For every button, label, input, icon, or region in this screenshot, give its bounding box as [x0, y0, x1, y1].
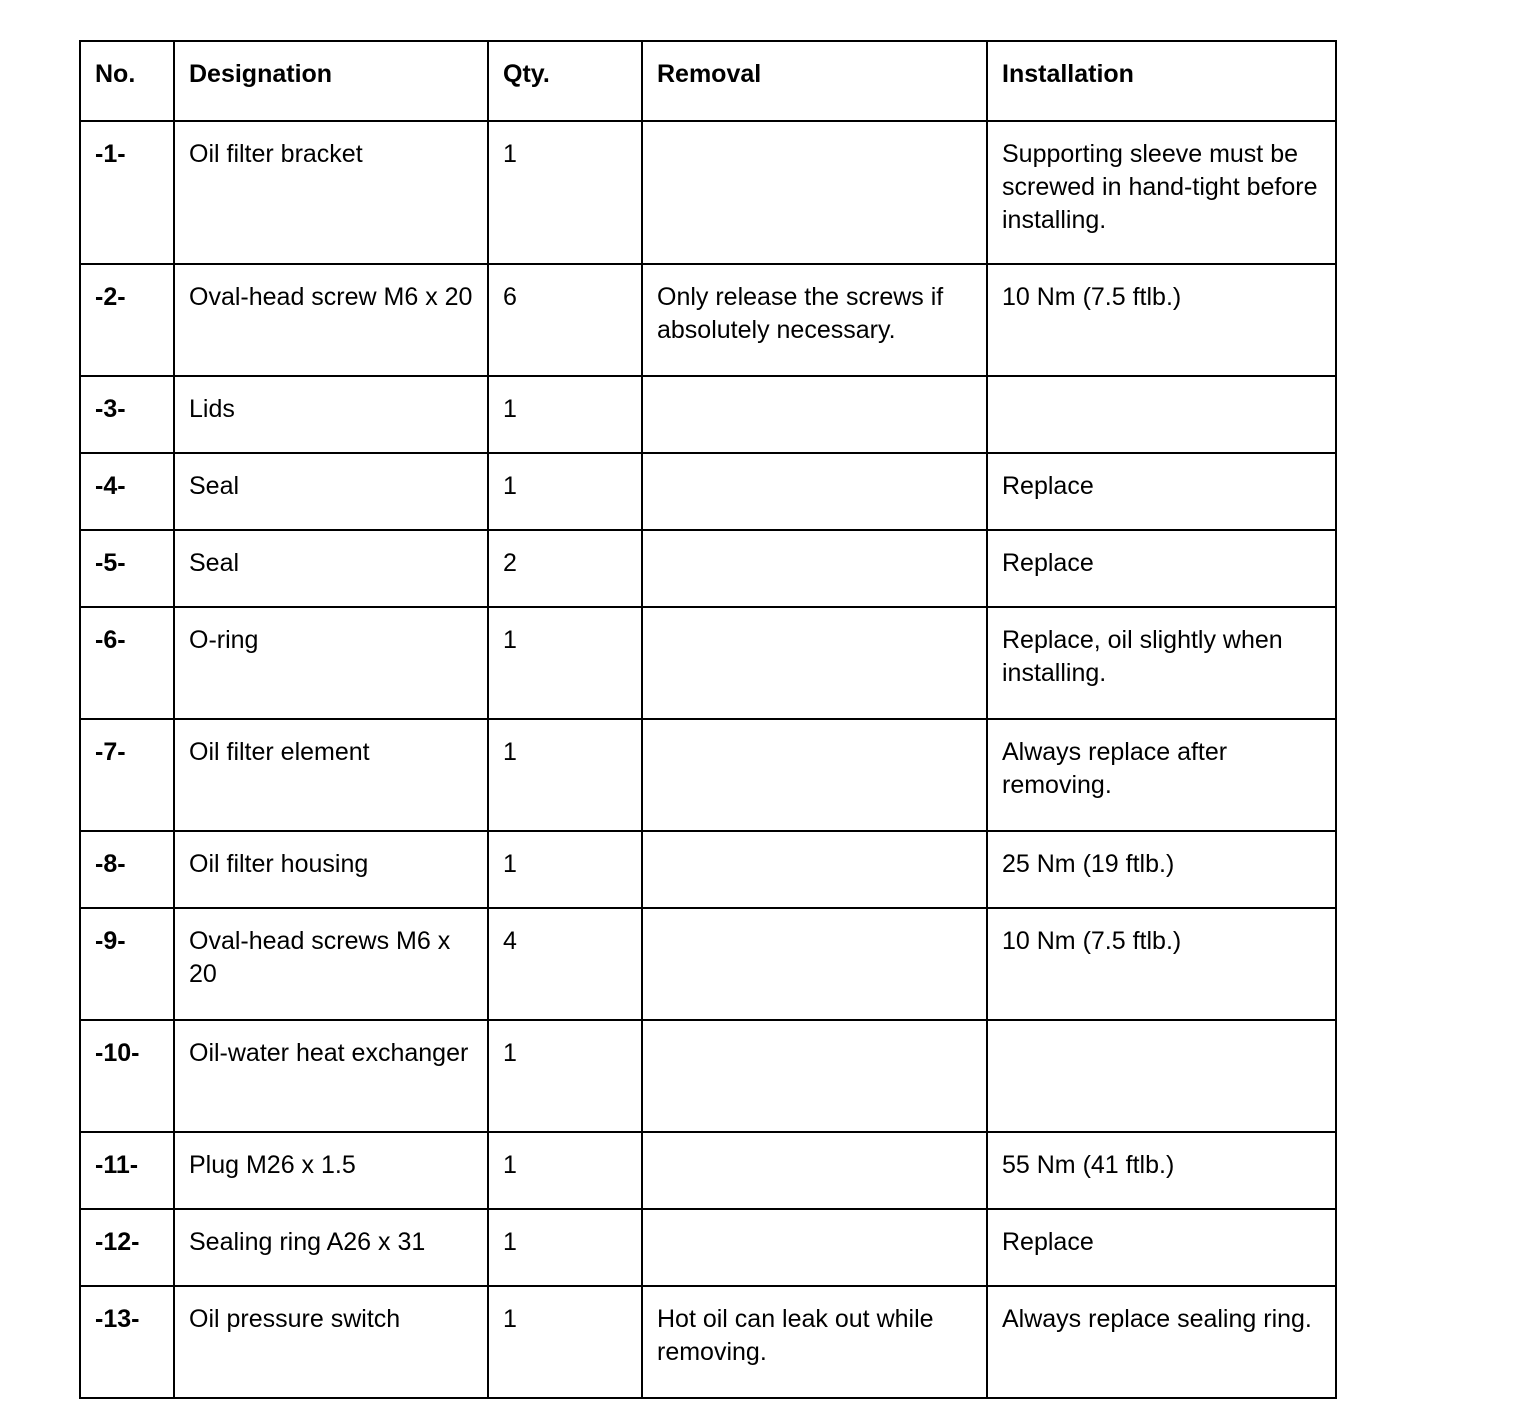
cell-removal: [642, 831, 987, 908]
cell-no: -10-: [80, 1020, 174, 1132]
header-designation: Designation: [174, 41, 488, 121]
cell-no: -4-: [80, 453, 174, 530]
cell-installation: [987, 376, 1336, 453]
cell-installation: Replace: [987, 1209, 1336, 1286]
header-removal: Removal: [642, 41, 987, 121]
table-row: [80, 908, 1336, 1020]
cell-installation: Always replace after removing.: [987, 719, 1336, 831]
cell-qty: 1: [488, 607, 642, 719]
cell-designation: Oval-head screw M6 x 20: [174, 264, 488, 376]
cell-no: -3-: [80, 376, 174, 453]
cell-removal: [642, 607, 987, 719]
table-row: [80, 376, 1336, 453]
table-row: [80, 1209, 1336, 1286]
cell-qty: 1: [488, 1286, 642, 1398]
cell-no: -8-: [80, 831, 174, 908]
cell-installation: 10 Nm (7.5 ftlb.): [987, 264, 1336, 376]
table-row: [80, 1132, 1336, 1209]
cell-qty: 2: [488, 530, 642, 607]
table-row: [80, 264, 1336, 376]
cell-designation: Oil filter bracket: [174, 121, 488, 264]
table-row: [80, 1286, 1336, 1398]
cell-no: -6-: [80, 607, 174, 719]
cell-no: -2-: [80, 264, 174, 376]
cell-installation: Replace, oil slightly when installing.: [987, 607, 1336, 719]
cell-designation: Lids: [174, 376, 488, 453]
header-qty: Qty.: [488, 41, 642, 121]
cell-designation: Oil filter housing: [174, 831, 488, 908]
cell-designation: Oil pressure switch: [174, 1286, 488, 1398]
cell-qty: 1: [488, 121, 642, 264]
cell-qty: 6: [488, 264, 642, 376]
cell-qty: 1: [488, 1209, 642, 1286]
header-row: [80, 41, 1336, 121]
cell-designation: Seal: [174, 530, 488, 607]
cell-no: -9-: [80, 908, 174, 1020]
parts-table: [79, 40, 1337, 1399]
cell-designation: Seal: [174, 453, 488, 530]
cell-qty: 1: [488, 719, 642, 831]
cell-qty: 1: [488, 831, 642, 908]
cell-designation: Oil filter element: [174, 719, 488, 831]
cell-installation: Replace: [987, 530, 1336, 607]
cell-removal: [642, 1209, 987, 1286]
cell-qty: 1: [488, 1132, 642, 1209]
cell-no: -7-: [80, 719, 174, 831]
cell-qty: 1: [488, 376, 642, 453]
cell-no: -5-: [80, 530, 174, 607]
cell-designation: O-ring: [174, 607, 488, 719]
table-row: [80, 121, 1336, 264]
cell-removal: Only release the screws if absolutely necessary.: [642, 264, 987, 376]
cell-removal: [642, 1132, 987, 1209]
table-row: [80, 1020, 1336, 1132]
cell-qty: 1: [488, 1020, 642, 1132]
cell-removal: [642, 719, 987, 831]
cell-designation: Sealing ring A26 x 31: [174, 1209, 488, 1286]
cell-removal: Hot oil can leak out while removing.: [642, 1286, 987, 1398]
table-row: [80, 607, 1336, 719]
cell-removal: [642, 1020, 987, 1132]
table-row: [80, 530, 1336, 607]
cell-qty: 4: [488, 908, 642, 1020]
cell-no: -11-: [80, 1132, 174, 1209]
cell-qty: 1: [488, 453, 642, 530]
cell-installation: [987, 1020, 1336, 1132]
cell-removal: [642, 121, 987, 264]
cell-designation: Plug M26 x 1.5: [174, 1132, 488, 1209]
cell-installation: 55 Nm (41 ftlb.): [987, 1132, 1336, 1209]
header-no: No.: [80, 41, 174, 121]
cell-no: -13-: [80, 1286, 174, 1398]
cell-designation: Oval-head screws M6 x 20: [174, 908, 488, 1020]
table-row: [80, 453, 1336, 530]
cell-designation: Oil-water heat exchanger: [174, 1020, 488, 1132]
cell-installation: Replace: [987, 453, 1336, 530]
cell-installation: 25 Nm (19 ftlb.): [987, 831, 1336, 908]
header-installation: Installation: [987, 41, 1336, 121]
cell-installation: Supporting sleeve must be screwed in hand-tight before installing.: [987, 121, 1336, 264]
cell-removal: [642, 908, 987, 1020]
cell-no: -1-: [80, 121, 174, 264]
cell-removal: [642, 453, 987, 530]
table-row: [80, 831, 1336, 908]
cell-no: -12-: [80, 1209, 174, 1286]
table-row: [80, 719, 1336, 831]
cell-removal: [642, 376, 987, 453]
cell-removal: [642, 530, 987, 607]
cell-installation: 10 Nm (7.5 ftlb.): [987, 908, 1336, 1020]
cell-installation: Always replace sealing ring.: [987, 1286, 1336, 1398]
